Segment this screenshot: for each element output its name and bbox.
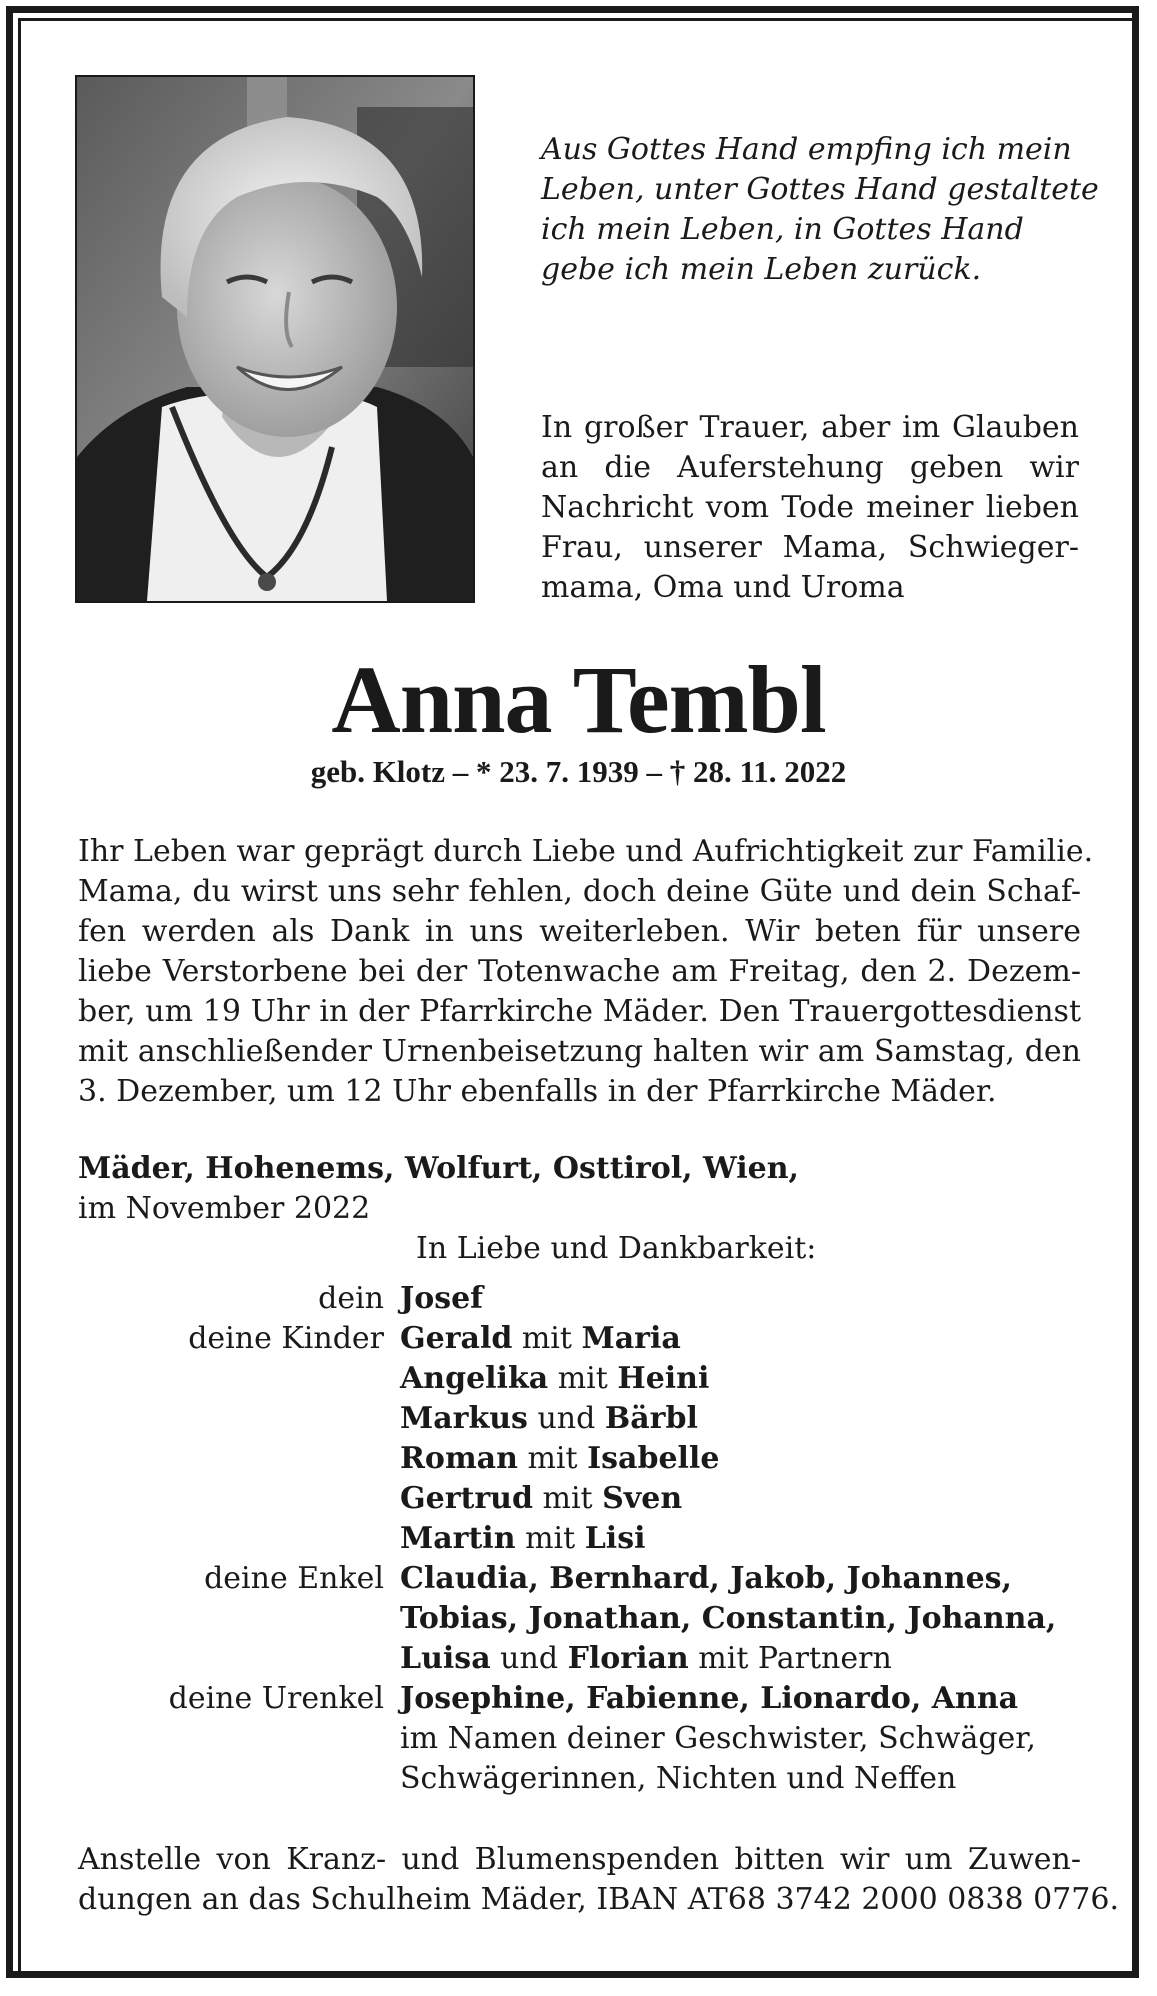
quote-line: ich mein Leben, in Gottes Hand — [541, 212, 1024, 247]
family-names — [400, 1559, 1012, 1599]
family-row — [78, 1559, 1081, 1599]
family-row — [78, 1279, 1081, 1319]
family-connector: mit — [517, 1441, 588, 1476]
family-relation-label — [78, 1639, 400, 1679]
body-line: Mama, du wirst uns sehr fehlen, doch deine Güte und dein Schaf- — [78, 874, 1081, 909]
portrait-photo — [77, 77, 473, 601]
announcement-block — [541, 408, 1079, 608]
family-relation-label: deine Enkel — [204, 1561, 384, 1596]
body-line: mit anschließender Urnenbeisetzung halten wir am Samstag, den — [78, 1034, 1081, 1069]
family-member-name: Angelika — [400, 1361, 549, 1396]
footer-line: Anstelle von Kranz- und Blumenspenden bitten wir um Zuwen- — [78, 1842, 1081, 1877]
thanks-line: In Liebe und Dankbarkeit: — [416, 1231, 817, 1266]
announcement-line: Frau, unserer Mama, Schwieger- — [541, 530, 1079, 565]
family-names — [400, 1479, 682, 1519]
family-row — [78, 1439, 1081, 1479]
family-names — [400, 1759, 956, 1799]
family-row — [78, 1479, 1081, 1519]
family-relation-label: deine Kinder — [188, 1321, 384, 1356]
family-relation-label — [78, 1759, 400, 1799]
family-names — [400, 1319, 681, 1359]
family-member-name: Roman — [400, 1441, 518, 1476]
family-relation-label — [78, 1479, 400, 1519]
family-member-name: Claudia, Bernhard, Jakob, Johannes, — [400, 1561, 1012, 1596]
family-row — [78, 1319, 1081, 1359]
announcement-line: mama, Oma und Uroma — [541, 570, 905, 605]
family-names — [400, 1359, 709, 1399]
family-member-name: Martin — [400, 1521, 516, 1556]
family-relation-label — [78, 1399, 400, 1439]
family-names — [400, 1599, 1056, 1639]
family-connector: mit — [532, 1481, 603, 1516]
family-row — [78, 1679, 1081, 1719]
family-member-name: Lisi — [584, 1521, 646, 1556]
family-row — [78, 1399, 1081, 1439]
footer-text — [78, 1840, 1119, 1920]
quote-line: gebe ich mein Leben zurück. — [541, 252, 982, 287]
family-connector: Schwägerinnen, Nichten und Neffen — [400, 1761, 957, 1796]
family-row — [78, 1719, 1081, 1759]
family-connector: mit Partnern — [688, 1641, 892, 1676]
family-connector: und — [490, 1641, 568, 1676]
announcement-line: Nachricht vom Tode meiner lieben — [541, 490, 1079, 525]
body-line: 3. Dezember, um 12 Uhr ebenfalls in der Pfarrkirche Mäder. — [78, 1074, 997, 1109]
family-row — [78, 1639, 1081, 1679]
body-line: Ihr Leben war geprägt durch Liebe und Aufrichtigkeit zur Familie. — [78, 834, 1094, 869]
family-member-name: Tobias, Jonathan, Constantin, Johanna, — [400, 1601, 1057, 1636]
family-member-name: Heini — [617, 1361, 710, 1396]
body-line: ber, um 19 Uhr in der Pfarrkirche Mäder. Den Trauergottesdienst — [78, 994, 1081, 1029]
body-line: fen werden als Dank in uns weiterleben. Wir beten für unsere — [78, 914, 1081, 949]
family-connector: mit — [515, 1521, 585, 1556]
family-member-name: Josephine, Fabienne, Lionardo, Anna — [400, 1681, 1019, 1716]
family-member-name: Isabelle — [587, 1441, 720, 1476]
family-row — [78, 1599, 1081, 1639]
announcement-line: In großer Trauer, aber im Glauben — [541, 410, 1079, 445]
family-names — [400, 1519, 645, 1559]
announcement-line: an die Auferstehung geben wir — [541, 450, 1079, 485]
family-names — [400, 1279, 483, 1319]
family-relation-label — [78, 1519, 400, 1559]
family-relation-label — [78, 1719, 400, 1759]
body-line: liebe Verstorbene bei der Totenwache am Freitag, den 2. Dezem- — [78, 954, 1081, 989]
family-member-name: Sven — [602, 1481, 683, 1516]
family-relation-label — [78, 1359, 400, 1399]
family-connector: im Namen deiner Geschwister, Schwäger, — [400, 1721, 1036, 1756]
family-connector: und — [527, 1401, 605, 1436]
family-member-name: Josef — [400, 1281, 484, 1316]
date-line: im November 2022 — [78, 1191, 371, 1226]
family-relation-label: dein — [318, 1281, 384, 1316]
quote-line: Aus Gottes Hand empfing ich mein — [541, 132, 1072, 167]
family-member-name: Gerald — [400, 1321, 513, 1356]
family-names — [400, 1679, 1018, 1719]
footer-line: dungen an das Schulheim Mäder, IBAN AT68 3742 2000 0838 0776. — [78, 1882, 1119, 1917]
family-row — [78, 1759, 1081, 1799]
family-names — [400, 1439, 719, 1479]
family-member-name: Luisa — [400, 1641, 491, 1676]
family-member-name: Florian — [567, 1641, 689, 1676]
portrait-illustration — [77, 77, 473, 601]
quote-line: Leben, unter Gottes Hand gestaltete — [541, 172, 1099, 207]
family-names — [400, 1639, 892, 1679]
family-member-name: Bärbl — [604, 1401, 698, 1436]
family-connector: mit — [548, 1361, 618, 1396]
family-list — [78, 1279, 1081, 1799]
family-row — [78, 1519, 1081, 1559]
deceased-name: Anna Tembl — [331, 646, 826, 753]
family-member-name: Maria — [581, 1321, 681, 1356]
places-line: Mäder, Hohenems, Wolfurt, Osttirol, Wien, — [78, 1151, 799, 1186]
family-relation-label — [78, 1439, 400, 1479]
deceased-dates: geb. Klotz – * 23. 7. 1939 – † 28. 11. 2022 — [310, 754, 847, 789]
body-text — [78, 832, 1094, 1112]
family-relation-label: deine Urenkel — [168, 1681, 384, 1716]
family-relation-label — [78, 1599, 400, 1639]
family-member-name: Markus — [400, 1401, 528, 1436]
family-row — [78, 1359, 1081, 1399]
family-names — [400, 1719, 1036, 1759]
family-names — [400, 1399, 698, 1439]
family-member-name: Gertrud — [400, 1481, 533, 1516]
quote-block — [541, 130, 1099, 290]
family-connector: mit — [512, 1321, 582, 1356]
